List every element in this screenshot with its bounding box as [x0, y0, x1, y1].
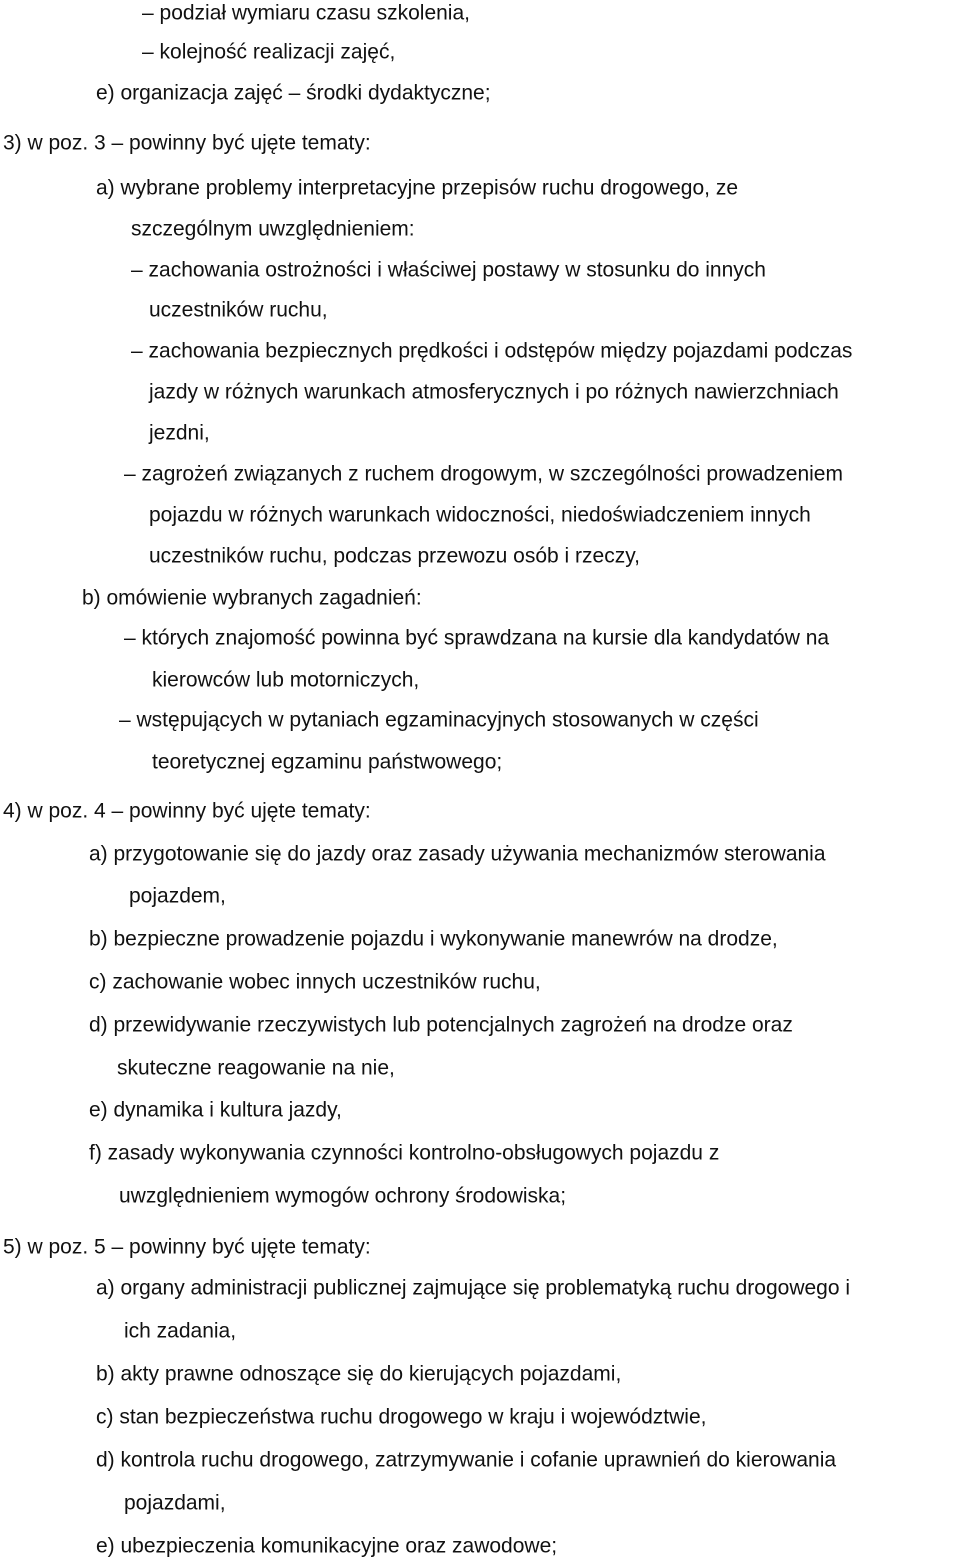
text-line: 5) w poz. 5 – powinny być ujęte tematy:	[3, 1235, 371, 1259]
text-line: jazdy w różnych warunkach atmosferycznych i po różnych nawierzchniach	[149, 380, 839, 404]
text-line: – zagrożeń związanych z ruchem drogowym, w szczególności prowadzeniem	[124, 462, 843, 486]
text-line: d) kontrola ruchu drogowego, zatrzymywanie i cofanie uprawnień do kierowania	[96, 1448, 837, 1472]
text-line: e) dynamika i kultura jazdy,	[89, 1098, 342, 1122]
text-line: a) przygotowanie się do jazdy oraz zasady używania mechanizmów sterowania	[89, 842, 826, 866]
text-line: c) zachowanie wobec innych uczestników ruchu,	[89, 970, 541, 994]
text-line: pojazdem,	[129, 884, 226, 908]
text-line: – podział wymiaru czasu szkolenia,	[142, 1, 470, 25]
text-line: – kolejność realizacji zajęć,	[142, 40, 396, 64]
text-line: – zachowania ostrożności i właściwej postawy w stosunku do innych	[131, 258, 766, 282]
text-line: b) bezpieczne prowadzenie pojazdu i wykonywanie manewrów na drodze,	[89, 927, 778, 951]
text-line: b) omówienie wybranych zagadnień:	[82, 586, 422, 610]
text-line: a) organy administracji publicznej zajmujące się problematyką ruchu drogowego i	[96, 1276, 851, 1300]
text-line: e) ubezpieczenia komunikacyjne oraz zawodowe;	[96, 1534, 558, 1558]
text-line: f) zasady wykonywania czynności kontrolno-obsługowych pojazdu z	[89, 1141, 720, 1165]
text-line: pojazdami,	[124, 1491, 226, 1515]
text-line: 4) w poz. 4 – powinny być ujęte tematy:	[3, 799, 371, 823]
text-line: d) przewidywanie rzeczywistych lub potencjalnych zagrożeń na drodze oraz	[89, 1013, 793, 1037]
text-line: c) stan bezpieczeństwa ruchu drogowego w kraju i województwie,	[96, 1405, 707, 1429]
text-line: pojazdu w różnych warunkach widoczności, niedoświadczeniem innych	[149, 503, 811, 527]
text-line: b) akty prawne odnoszące się do kierujących pojazdami,	[96, 1362, 622, 1386]
text-line: szczególnym uwzględnieniem:	[131, 217, 415, 241]
text-line: teoretycznej egzaminu państwowego;	[152, 750, 503, 774]
text-line: – których znajomość powinna być sprawdzana na kursie dla kandydatów na	[124, 626, 830, 650]
text-line: skuteczne reagowanie na nie,	[117, 1056, 395, 1080]
text-line: uczestników ruchu,	[149, 298, 328, 322]
text-line: kierowców lub motorniczych,	[152, 668, 420, 692]
text-line: e) organizacja zajęć – środki dydaktyczne;	[96, 81, 491, 105]
text-line: ich zadania,	[124, 1319, 237, 1343]
text-line: – zachowania bezpiecznych prędkości i odstępów między pojazdami podczas	[131, 339, 853, 363]
text-line: jezdni,	[149, 421, 210, 445]
text-line: uwzględnieniem wymogów ochrony środowiska;	[119, 1184, 567, 1208]
text-line: uczestników ruchu, podczas przewozu osób i rzeczy,	[149, 544, 640, 568]
text-line: a) wybrane problemy interpretacyjne przepisów ruchu drogowego, ze	[96, 176, 738, 200]
text-line: 3) w poz. 3 – powinny być ujęte tematy:	[3, 131, 371, 155]
text-line: – wstępujących w pytaniach egzaminacyjnych stosowanych w części	[119, 708, 759, 732]
